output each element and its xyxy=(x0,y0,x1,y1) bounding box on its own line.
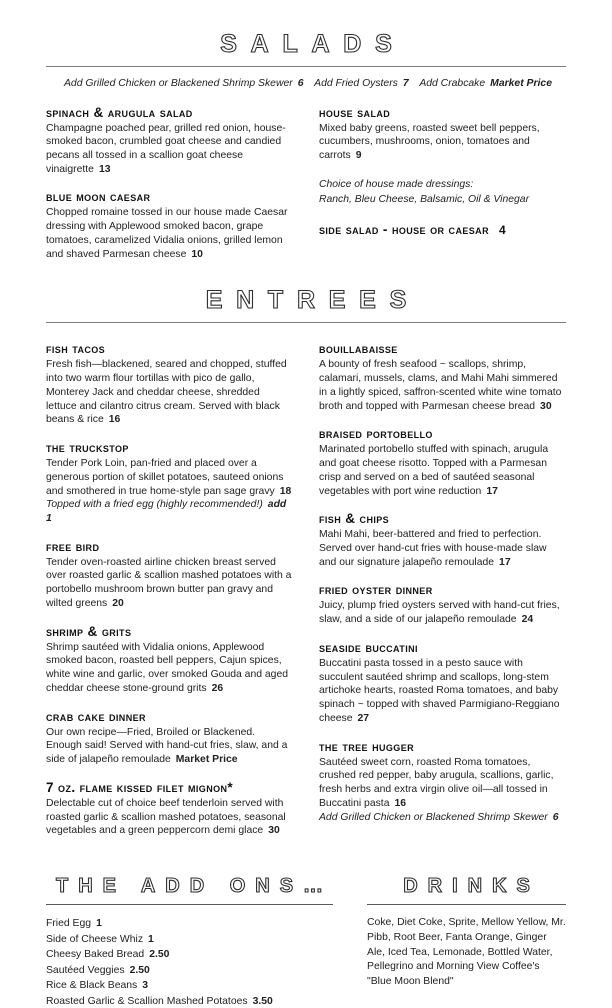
item-desc: Tender oven-roasted airline chicken breast served over roasted garlic & scallion mashed potatoes with a portobello mushroom brown butter pan gravy and wilted greens xyxy=(46,556,292,609)
addon-row: Cheesy Baked Bread 2.50 xyxy=(46,949,170,961)
item-desc: Chopped romaine tossed in our house made Caesar dressing with Applewood smoked bacon, grape tomatoes, caramelized Vidalia onions, grilled lemon and shaved Parmesan cheese xyxy=(46,207,288,260)
menu-item-the-truckstop xyxy=(46,440,293,526)
drinks-section xyxy=(367,875,566,1008)
entrees-left-column xyxy=(46,341,293,851)
item-desc: Juicy, plump fried oysters served with hand-cut fries, slaw, and a side of our jalapeño remoulade xyxy=(319,600,560,626)
menu-item-crab-cake-dinner xyxy=(46,709,293,767)
item-desc: Mahi Mahi, beer-battered and fried to perfection. Served over hand-cut fries with house-made slaw and our signature jalapeño remoulade xyxy=(319,529,547,568)
item-name: house salad xyxy=(319,104,391,120)
drinks-title: DRINKS xyxy=(403,875,540,898)
addon-row: Roasted Garlic & Scallion Mashed Potatoes 3.50 xyxy=(46,996,273,1008)
entrees-title: ENTREES xyxy=(205,286,421,315)
menu-item-fish-tacos xyxy=(46,341,293,427)
menu-item-filet-mignon xyxy=(46,780,293,838)
salads-title: SALADS xyxy=(220,30,406,58)
item-price: 20 xyxy=(112,597,124,609)
menu-item-fried-oyster-dinner xyxy=(319,582,566,626)
salads-addons-line xyxy=(46,77,566,91)
salads-left-column xyxy=(46,105,293,275)
item-price: 27 xyxy=(357,712,370,724)
item-name: 7 oz. flame kissed filet mignon* xyxy=(46,779,234,795)
item-name: side salad - house or caesar xyxy=(319,221,489,237)
addon-row: Sautéed Veggies 2.50 xyxy=(46,964,150,976)
addons-section xyxy=(46,875,333,1008)
item-name: fish tacos xyxy=(46,341,106,357)
addons-list xyxy=(46,916,333,1008)
item-name: the tree hugger xyxy=(319,738,415,754)
salads-columns xyxy=(46,105,566,275)
item-desc: Buccatini pasta tossed in a pesto sauce with succulent sautéed shrimp and scallops, long-stem artichoke hearts, roasted Roma tomatoes, and baby spinach ~ topped with shaved Parmigiano-Reggiano cheese xyxy=(319,657,560,724)
item-name: fried oyster dinner xyxy=(319,582,433,598)
salads-right-column xyxy=(319,105,566,275)
entrees-section xyxy=(46,286,566,851)
item-name: free bird xyxy=(46,538,100,554)
item-price: 4 xyxy=(498,222,507,237)
item-price: 24 xyxy=(521,614,534,626)
item-desc: A bounty of fresh seafood ~ scallops, shrimp, calamari, mussels, clams, and Mahi Mahi simmered in a lightly spiced, saffron-scented white wine tomato broth and topped with Parmesan cheese bread xyxy=(319,359,562,412)
item-price: 18 xyxy=(279,485,292,497)
item-name: blue moon caesar xyxy=(46,189,151,205)
bottom-sections xyxy=(46,875,566,1008)
dressings-note: Choice of house made dressings: Ranch, Bleu Cheese, Balsamic, Oil & Vinegar xyxy=(319,178,530,205)
menu-item-shrimp-and-grits xyxy=(46,624,293,696)
item-name: bouillabaisse xyxy=(319,341,398,357)
addon-row: Rice & Black Beans 3 xyxy=(46,980,149,992)
addon-row: Side of Cheese Whiz 1 xyxy=(46,933,154,945)
item-price: 17 xyxy=(486,485,498,497)
item-price: 17 xyxy=(499,556,511,568)
item-price: 13 xyxy=(98,163,111,175)
menu-item-house-salad xyxy=(319,105,566,163)
menu-item-spinach-arugula-salad xyxy=(46,105,293,177)
menu-item-free-bird xyxy=(46,539,293,611)
drinks-rule xyxy=(367,904,566,905)
item-desc: Shrimp sautéed with Vidalia onions, Applewood smoked bacon, roasted bell peppers, Cajun spices, white wine and garlic, over smoked Gouda and aged cheddar cheese stone-ground grits xyxy=(46,641,289,694)
item-desc: Mixed baby greens, roasted sweet bell peppers, cucumbers, mushrooms, onion, tomatoes and carrots xyxy=(319,122,540,161)
item-price: 10 xyxy=(191,248,203,260)
item-price: Market Price xyxy=(175,754,238,766)
item-name: seaside buccatini xyxy=(319,639,418,655)
addon-crabcake: Add Crabcake Market Price xyxy=(419,78,552,89)
item-desc: Champagne poached pear, grilled red onion, house-smoked bacon, crumbled goat cheese and candied pecans all tossed in a scallion goat cheese vinaigrette xyxy=(46,122,286,175)
addons-rule xyxy=(46,904,333,905)
drinks-text: Coke, Diet Coke, Sprite, Mellow Yellow, Mr. Pibb, Root Beer, Fanta Orange, Ginger Ale, Iced Tea, Lemonade, Bottled Water, Pellegrino and Morning View Coffee's "Blue Moon Blend" xyxy=(367,917,566,988)
item-name: spinach & arugula salad xyxy=(46,104,193,120)
addon-row: Fried Egg 1 xyxy=(46,918,102,930)
salads-section xyxy=(46,30,566,274)
item-name: shrimp & grits xyxy=(46,623,132,639)
item-desc: Delectable cut of choice beef tenderloin served with roasted garlic & scallion mashed potatoes, seasonal vegetables and a green peppercorn demi glace xyxy=(46,797,286,837)
item-price: 16 xyxy=(394,797,407,809)
salads-rule xyxy=(46,66,566,67)
entrees-right-column xyxy=(319,341,566,851)
menu-item-braised-portobello xyxy=(319,426,566,498)
item-price: 9 xyxy=(355,149,362,161)
item-desc: Our own recipe—Fried, Broiled or Blackened. Enough said! Served with hand-cut fries, slaw, and a side of jalapeño remoulade xyxy=(46,726,288,766)
menu-item-bouillabaisse xyxy=(319,341,566,413)
item-note: Add Grilled Chicken or Blackened Shrimp Skewer xyxy=(319,811,548,823)
item-name: crab cake dinner xyxy=(46,708,146,724)
addon-chicken-shrimp: Add Grilled Chicken or Blackened Shrimp Skewer 6 xyxy=(64,78,304,89)
item-desc: Marinated portobello stuffed with spinach, arugula and goat cheese risotto. Topped with a Parmesan crisp and served on a bed of sautéed seasonal vegetables with port wine reduction xyxy=(319,444,549,497)
item-name: braised portobello xyxy=(319,426,433,442)
menu-item-fish-and-chips xyxy=(319,511,566,569)
item-desc: Sautéed sweet corn, roasted Roma tomatoes, crushed red pepper, baby arugula, scallions, garlic, fresh herbs and extra virgin olive oil—all tossed in Buccatini pasta xyxy=(319,756,554,809)
item-note-price: 6 xyxy=(552,811,559,823)
menu-item-blue-moon-caesar xyxy=(46,189,293,261)
item-note: Topped with a fried egg (highly recommended!) xyxy=(46,499,263,511)
item-price: 30 xyxy=(268,825,280,837)
item-note-price: add 1 xyxy=(46,499,287,524)
menu-item-side-salad xyxy=(319,222,566,237)
addon-fried-oysters: Add Fried Oysters 7 xyxy=(314,78,409,89)
addons-title: THE ADD ONS… xyxy=(56,875,334,898)
menu-item-seaside-buccatini xyxy=(319,640,566,726)
item-price: 30 xyxy=(540,400,552,412)
item-desc: Tender Pork Loin, pan-fried and placed over a generous portion of skillet potatoes, sauteed onions and smothered in true home-style pan sage gravy xyxy=(46,458,284,497)
item-price: 26 xyxy=(211,682,224,694)
item-price: 16 xyxy=(108,414,121,426)
entrees-columns xyxy=(46,341,566,851)
menu-item-the-tree-hugger xyxy=(319,739,566,825)
item-name: fish & chips xyxy=(319,511,390,527)
item-name: the truckstop xyxy=(46,440,129,456)
item-desc: Fresh fish—blackened, seared and chopped, stuffed into two warm flour tortillas with pico de gallo, Monterey Jack and cheddar cheese, shredded lettuce and cilantro citrus cream. Served with black beans & rice xyxy=(46,359,287,426)
entrees-rule xyxy=(46,322,566,323)
